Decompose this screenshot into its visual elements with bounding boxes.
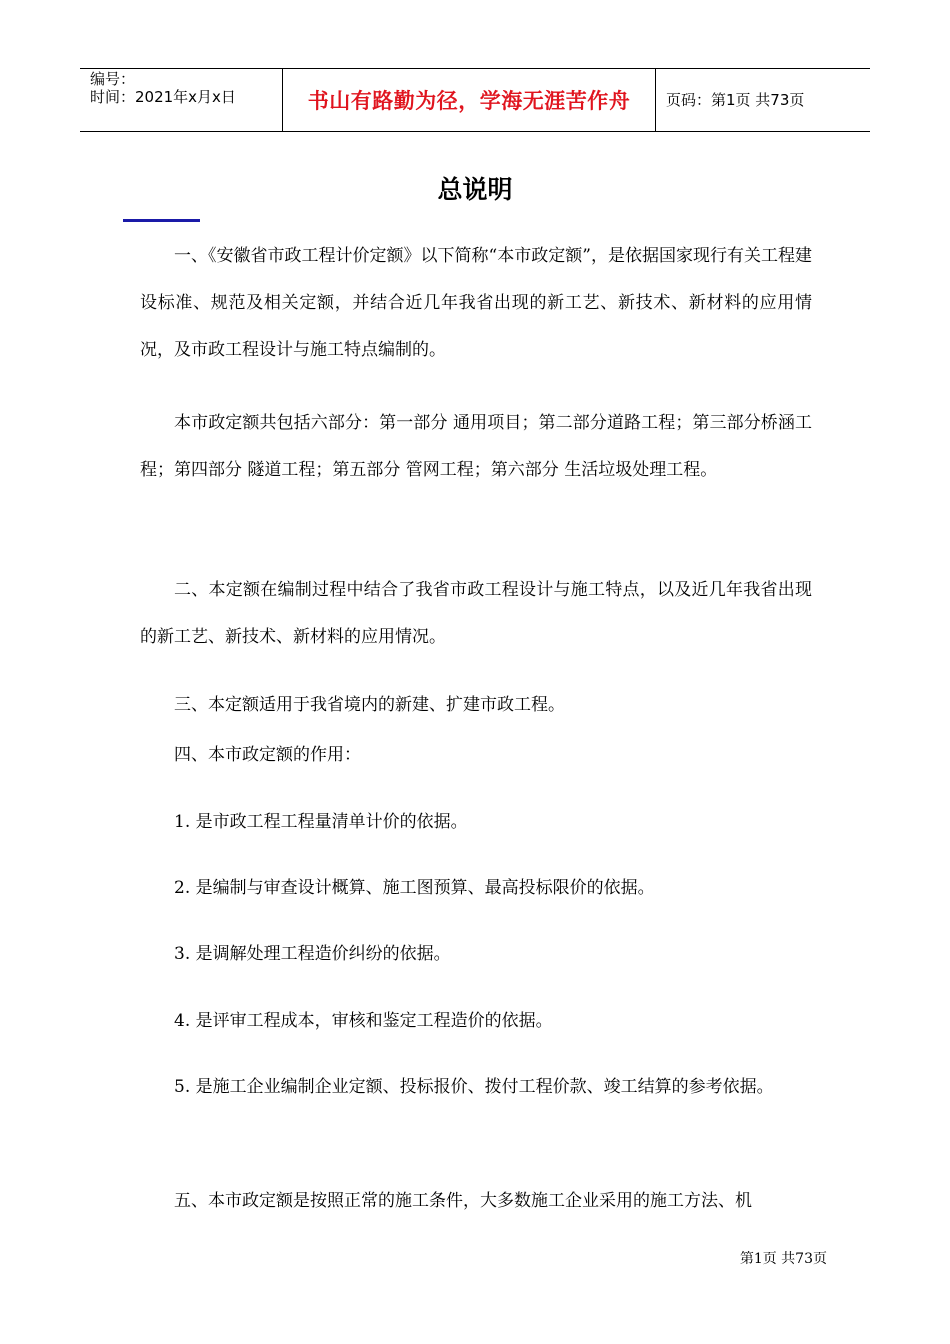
document-number-label: 编号： xyxy=(90,70,136,88)
page-footer: 第1页 共73页 xyxy=(739,1251,827,1267)
list-item-5: 5. 是施工企业编制企业定额、投标报价、拨付工程价款、竣工结算的参考依据。 xyxy=(174,1077,774,1097)
page-title: 总说明 xyxy=(437,175,513,204)
title-underline-rule xyxy=(123,219,200,222)
paragraph-section-4: 四、本市政定额的作用： xyxy=(174,745,361,765)
paragraph-section-2: 二、本定额在编制过程中结合了我省市政工程设计与施工特点，以及近几年我省出现的新工艺、新技术、新材料的应用情况。 xyxy=(140,580,812,647)
paragraph-parts: 本市政定额共包括六部分：第一部分 通用项目；第二部分道路工程；第三部分桥涵工程；第四部分 隧道工程；第五部分 管网工程；第六部分 生活垃圾处理工程。 xyxy=(140,413,812,480)
paragraph-intro: 一、《安徽省市政工程计价定额》以下简称“本市政定额”，是依据国家现行有关工程建设标准、规范及相关定额，并结合近几年我省出现的新工艺、新技术、新材料的应用情况，及市政工程设计与施工特点编制的。 xyxy=(140,246,812,360)
header-middle-cell xyxy=(282,69,656,131)
header-left-cell xyxy=(80,69,282,131)
list-item-3: 3. 是调解处理工程造价纠纷的依据。 xyxy=(174,944,451,964)
document-time-label: 时间：2021年x月x日 xyxy=(90,88,236,106)
list-item-2: 2. 是编制与审查设计概算、施工图预算、最高投标限价的依据。 xyxy=(174,878,655,898)
paragraph-section-5: 五、本市政定额是按照正常的施工条件，大多数施工企业采用的施工方法、机 xyxy=(174,1191,752,1211)
header-motto: 书山有路勤为径，学海无涯苦作舟 xyxy=(307,89,631,113)
list-item-4: 4. 是评审工程成本，审核和鉴定工程造价的依据。 xyxy=(174,1011,553,1031)
paragraph-section-3: 三、本定额适用于我省境内的新建、扩建市政工程。 xyxy=(174,695,565,715)
list-item-1: 1. 是市政工程工程量清单计价的依据。 xyxy=(174,812,468,832)
header-table xyxy=(80,68,870,132)
header-right-cell xyxy=(656,69,870,131)
header-page-info: 页码：第1页 共73页 xyxy=(666,90,805,109)
